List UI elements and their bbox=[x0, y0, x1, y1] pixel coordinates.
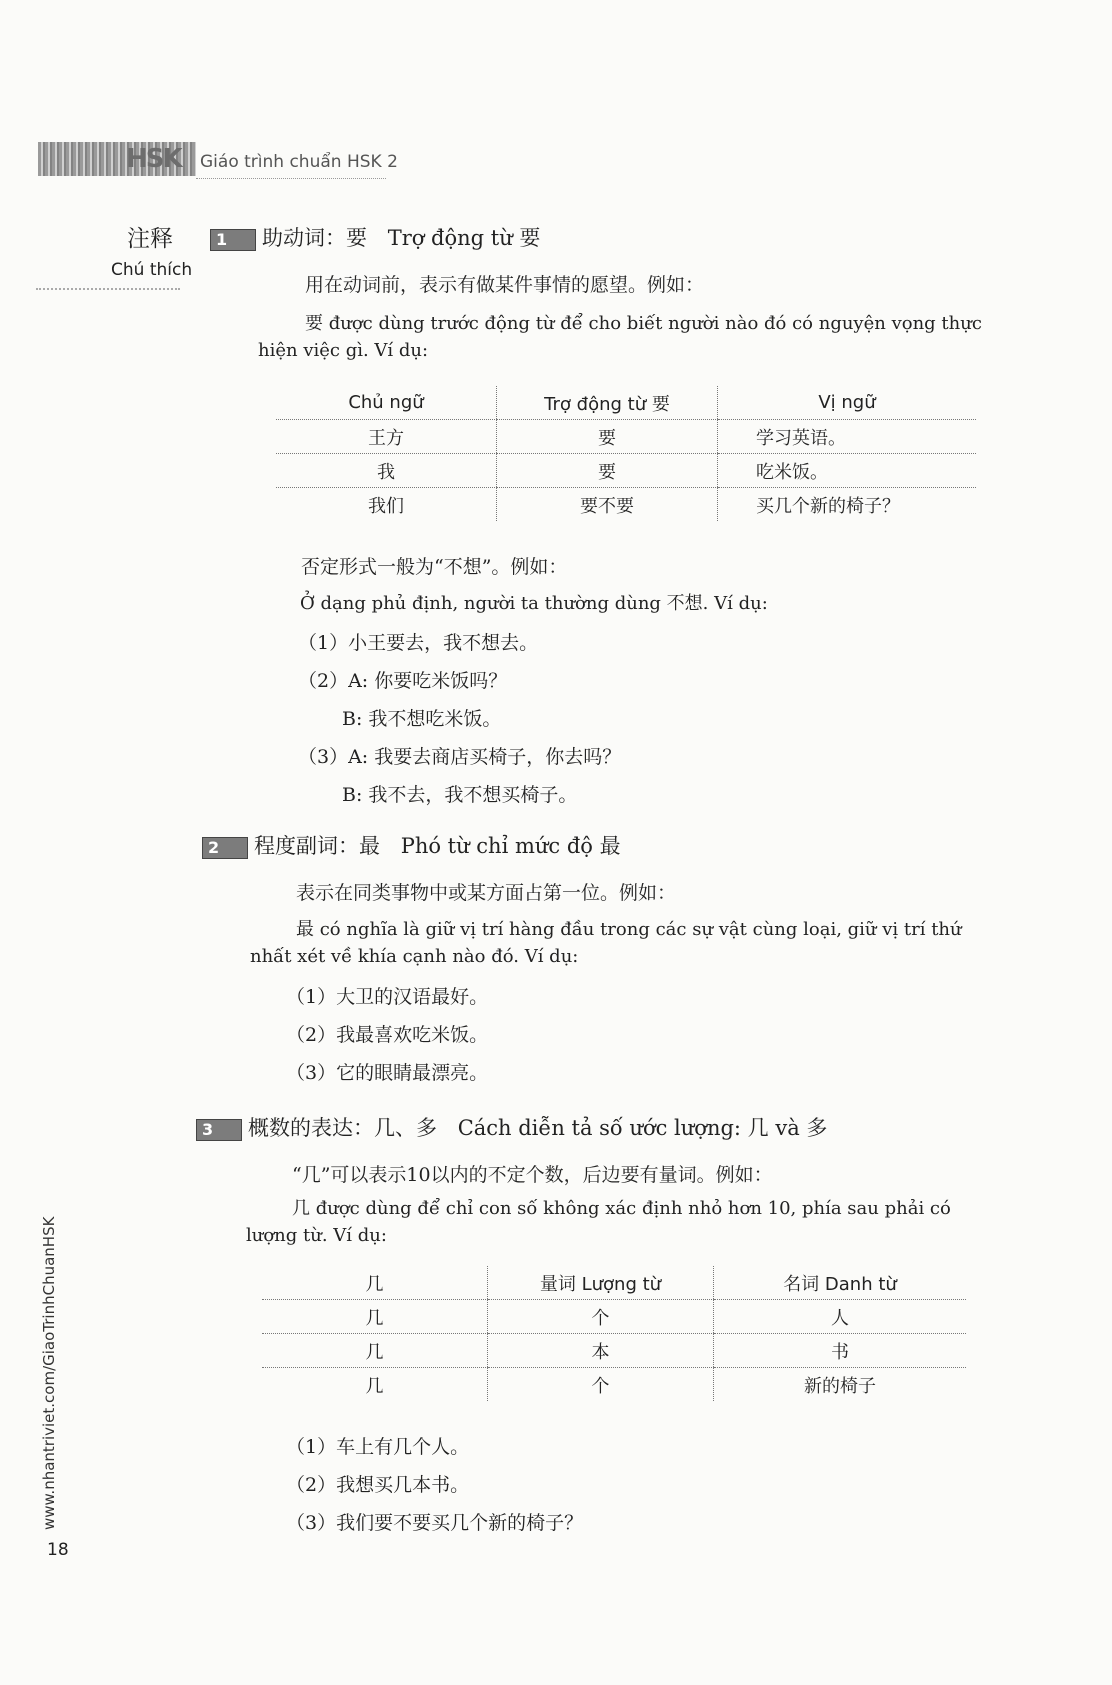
table-header: Trợ động từ 要 bbox=[497, 386, 718, 420]
table-cell: 要 bbox=[497, 454, 718, 488]
table-row bbox=[262, 1334, 966, 1368]
table-cell: 本 bbox=[488, 1334, 714, 1368]
table-cell: 几 bbox=[262, 1334, 488, 1368]
table-header-row bbox=[276, 386, 976, 420]
section-title-zh: 程度副词：最 bbox=[254, 834, 380, 858]
table-cell: 我们 bbox=[368, 495, 404, 517]
example-item: （2）A: 你要吃米饭吗？ bbox=[298, 670, 508, 692]
example-item: （2）我想买几本书。 bbox=[286, 1474, 470, 1496]
section-3-heading bbox=[196, 1112, 827, 1142]
table-cell: 几 bbox=[365, 1375, 384, 1397]
section-1-neg-vi: Ở dạng phủ định, người ta thường dùng 不想. Ví dụ: bbox=[300, 593, 768, 614]
section-title-vi: Phó từ chỉ mức độ 最 bbox=[400, 834, 621, 858]
notes-label-vi: Chú thích bbox=[111, 260, 193, 280]
table-cell: 个 bbox=[488, 1300, 714, 1334]
section-title-zh: 概数的表达：几、多 bbox=[248, 1116, 437, 1140]
example-item: （3）A: 我要去商店买椅子，你去吗？ bbox=[298, 746, 622, 768]
page-number: 18 bbox=[47, 1540, 69, 1560]
section-3-desc-vi: 几 được dùng để chỉ con số không xác định nhỏ hơn 10, phía sau phải có lượng từ. Ví dụ: bbox=[246, 1198, 951, 1246]
example-item: （2）我最喜欢吃米饭。 bbox=[286, 1024, 489, 1046]
table-header: 名词 Danh từ bbox=[714, 1266, 967, 1300]
table-header: Chủ ngữ bbox=[276, 386, 497, 420]
section-1-desc-vi: 要 được dùng trước động từ để cho biết người nào đó có nguyện vọng thực hiện việc gì. Ví dụ: bbox=[258, 313, 982, 361]
series-logo: HSK bbox=[38, 142, 196, 176]
table-row bbox=[262, 1300, 966, 1334]
table-cell: 王方 bbox=[276, 420, 497, 454]
section-1-neg-zh: 否定形式一般为“不想”。例如： bbox=[301, 556, 568, 578]
table-cell: 个 bbox=[488, 1368, 714, 1402]
header-divider bbox=[196, 178, 386, 179]
table-cell: 我 bbox=[276, 454, 497, 488]
section-title-vi: Trợ động từ 要 bbox=[387, 226, 541, 250]
table-row bbox=[276, 488, 976, 522]
table-header-row bbox=[262, 1266, 966, 1300]
table-cell: 吃米饭。 bbox=[718, 454, 977, 488]
section-number-badge: 2 bbox=[202, 837, 248, 859]
section-1-heading bbox=[210, 222, 540, 252]
table-cell: 买几个新的椅子？ bbox=[718, 488, 977, 522]
table-cell: 几 bbox=[262, 1300, 488, 1334]
table-cell: 书 bbox=[714, 1334, 967, 1368]
table-cell: 新的椅子 bbox=[714, 1368, 967, 1402]
example-item: （1）车上有几个人。 bbox=[286, 1436, 470, 1458]
section-1-desc-zh: 用在动词前，表示有做某件事情的愿望。例如： bbox=[305, 274, 705, 296]
example-item: （3）我们要不要买几个新的椅子？ bbox=[286, 1512, 584, 1534]
section-number-badge: 1 bbox=[210, 229, 256, 251]
section-1-table bbox=[276, 386, 976, 521]
example-item: （3）它的眼睛最漂亮。 bbox=[286, 1062, 489, 1084]
publisher-url: www.nhantriviet.com/GiaoTrinhChuanHSK bbox=[40, 1216, 58, 1530]
notes-divider bbox=[36, 288, 180, 290]
table-header: 几 bbox=[262, 1266, 488, 1300]
table-cell: 人 bbox=[714, 1300, 967, 1334]
example-item: （1）小王要去，我不想去。 bbox=[298, 632, 539, 654]
table-header: 量词 Lượng từ bbox=[488, 1266, 714, 1300]
example-item: （1）大卫的汉语最好。 bbox=[286, 986, 489, 1008]
section-3-desc-zh: “几”可以表示10以内的不定个数，后边要有量词。例如： bbox=[292, 1164, 773, 1186]
example-item: B: 我不去，我不想买椅子。 bbox=[342, 784, 578, 806]
section-2-desc-zh: 表示在同类事物中或某方面占第一位。例如： bbox=[296, 882, 677, 904]
book-title: Giáo trình chuẩn HSK 2 bbox=[200, 152, 398, 172]
table-cell: 要 bbox=[497, 420, 718, 454]
table-row bbox=[262, 1368, 966, 1402]
section-number-badge: 3 bbox=[196, 1119, 242, 1141]
table-row bbox=[276, 454, 976, 488]
table-row bbox=[276, 420, 976, 454]
table-cell: 要不要 bbox=[497, 488, 718, 522]
table-header: Vị ngữ bbox=[718, 386, 977, 420]
notes-label-zh: 注释 bbox=[127, 226, 173, 252]
section-title-vi: Cách diễn tả số ước lượng: 几 và 多 bbox=[457, 1116, 828, 1140]
table-cell: 学习英语。 bbox=[718, 420, 977, 454]
section-2-desc-vi: 最 có nghĩa là giữ vị trí hàng đầu trong các sự vật cùng loại, giữ vị trí thứ nhất xét về khía cạnh nào đó. Ví dụ: bbox=[250, 919, 962, 967]
section-title-zh: 助动词：要 bbox=[262, 226, 367, 250]
section-3-table bbox=[262, 1266, 966, 1401]
section-2-heading bbox=[202, 830, 621, 860]
example-item: B: 我不想吃米饭。 bbox=[342, 708, 502, 730]
